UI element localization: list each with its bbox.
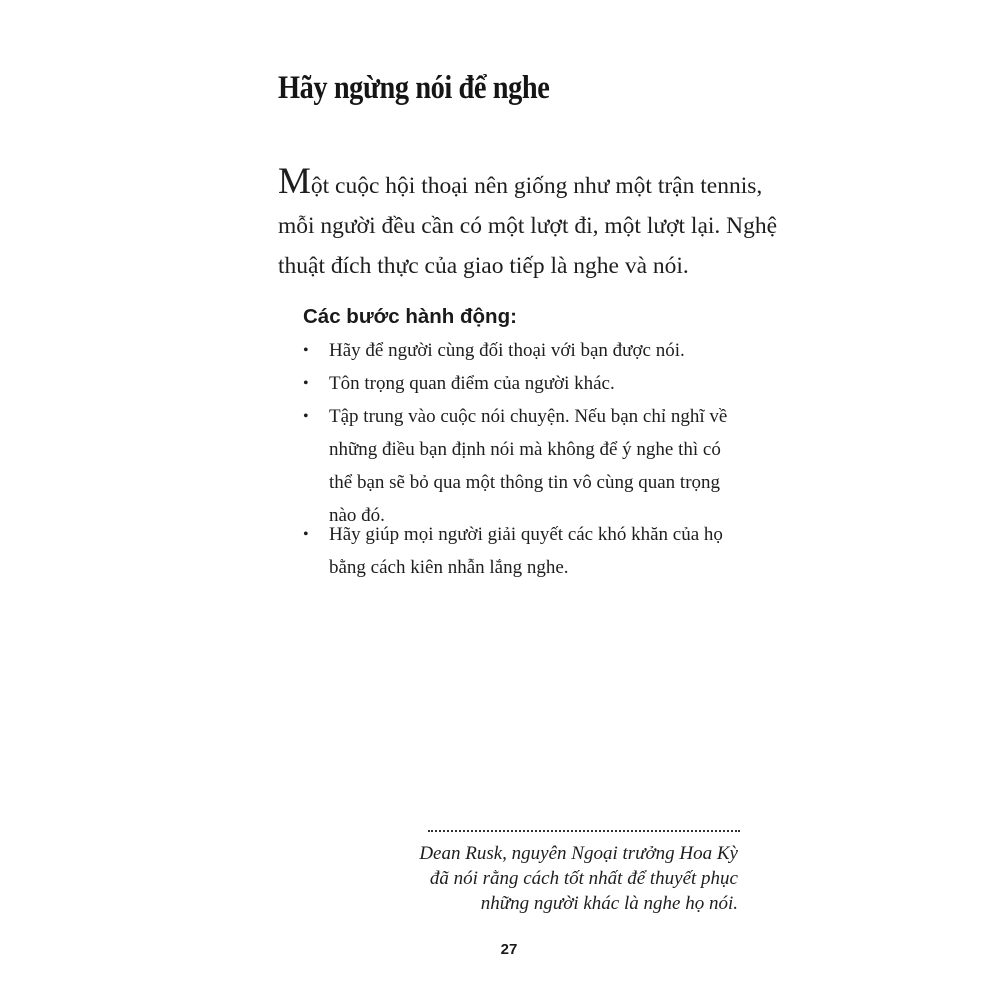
quote-line-3: những người khác là nghe họ nói. (480, 893, 738, 914)
bullet-icon: • (303, 408, 309, 425)
list-item-text: Hãy giúp mọi người giải quyết các khó khăn của họ bằng cách kiên nhẫn lắng nghe. (329, 524, 723, 578)
bullet-icon: • (303, 526, 309, 543)
intro-line-2: mỗi người đều cần có một lượt đi, một lượt lại. Nghệ (278, 213, 778, 239)
quote-line-1: Dean Rusk, nguyên Ngoại trưởng Hoa Kỳ (419, 843, 738, 864)
intro-paragraph (278, 161, 778, 286)
dotted-divider (428, 830, 740, 832)
bullet-icon: • (303, 375, 309, 392)
list-item-text: Tập trung vào cuộc nói chuyện. Nếu bạn chỉ nghĩ về những điều bạn định nói mà không để ý nghe thì có thể bạn sẽ bỏ qua một thông tin vô cùng quan trọng nào đó. (329, 406, 728, 526)
list-item-text: Hãy để người cùng đối thoại với bạn được nói. (329, 340, 685, 361)
page-title: Hãy ngừng nói để nghe (278, 70, 550, 106)
intro-line-1: Một cuộc hội thoại nên giống như một trận tennis, (278, 161, 763, 202)
intro-line-3: thuật đích thực của giao tiếp là nghe và nói. (278, 253, 689, 279)
quote-line-2: đã nói rằng cách tốt nhất để thuyết phục (429, 868, 738, 889)
list-item-text: Tôn trọng quan điểm của người khác. (329, 373, 615, 394)
bullet-icon: • (303, 342, 309, 359)
page-number: 27 (500, 941, 518, 958)
quote-block (419, 841, 738, 916)
drop-cap: M (278, 161, 311, 202)
steps-heading: Các bước hành động: (303, 305, 517, 328)
